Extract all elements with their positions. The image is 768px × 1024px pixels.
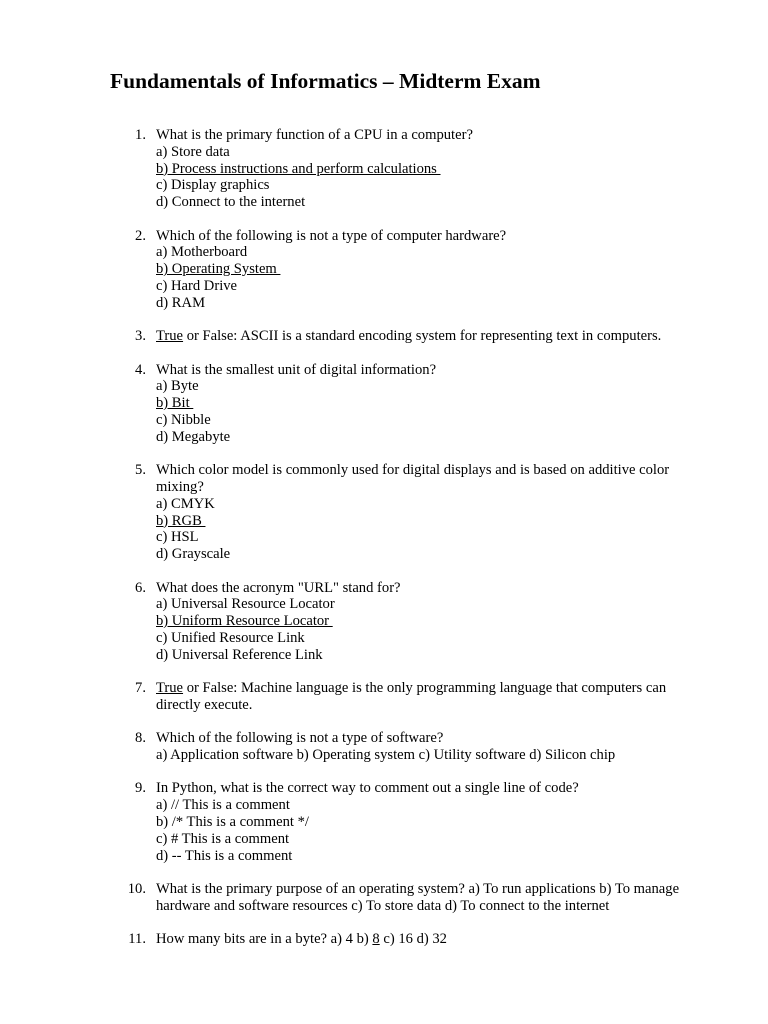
question-text: What is the primary purpose of an operating system? a) To run applications b) To manage hardware and software resources c) To store data d) To connect to the internet bbox=[156, 881, 680, 914]
option-b-answer bbox=[156, 395, 730, 412]
question-number: 11. bbox=[128, 931, 146, 948]
option-a: a) Motherboard bbox=[156, 244, 248, 261]
question-number: 10. bbox=[127, 881, 146, 898]
question-number: 1. bbox=[135, 127, 146, 143]
question-2 bbox=[110, 228, 730, 312]
inline-options: a) Application software b) Operating system c) Utility software d) Silicon chip bbox=[156, 747, 616, 764]
question-4 bbox=[110, 362, 730, 446]
option-a: a) Store data bbox=[156, 143, 230, 160]
option-a: a) Universal Resource Locator bbox=[156, 596, 335, 613]
question-number: 4. bbox=[135, 361, 146, 378]
exam-title: Fundamentals of Informatics – Midterm Exam bbox=[110, 69, 541, 93]
question-number: 5. bbox=[135, 462, 146, 479]
question-text-rest: or False: ASCII is a standard encoding system for representing text in computers. bbox=[183, 328, 662, 345]
underlined-answer: True bbox=[156, 680, 184, 697]
option-c: c) Unified Resource Link bbox=[156, 629, 305, 646]
question-text: What is the primary function of a CPU in a computer? bbox=[156, 127, 473, 143]
option-c: c) # This is a comment bbox=[156, 830, 290, 847]
option-d: d) Megabyte bbox=[156, 428, 231, 445]
question-3 bbox=[110, 328, 730, 345]
underlined-answer: b) Operating System bbox=[156, 261, 281, 278]
underlined-answer: b) Bit bbox=[156, 395, 194, 412]
question-text-rest: or False: Machine language is the only programming language that computers can directly execute. bbox=[156, 680, 670, 713]
option-d: d) RAM bbox=[156, 294, 206, 311]
option-a: a) // This is a comment bbox=[156, 797, 290, 814]
question-5 bbox=[110, 462, 730, 563]
question-text: What does the acronym "URL" stand for? bbox=[156, 579, 401, 596]
question-text: Which of the following is not a type of software? bbox=[156, 730, 444, 747]
question-list bbox=[110, 127, 730, 965]
underlined-answer: b) RGB bbox=[156, 512, 206, 529]
underlined-answer: b) Uniform Resource Locator bbox=[156, 613, 333, 630]
option-d: d) Grayscale bbox=[156, 546, 231, 563]
option-c: c) Hard Drive bbox=[156, 277, 238, 294]
question-text-after: c) 16 d) 32 bbox=[379, 931, 447, 948]
question-8 bbox=[110, 730, 730, 764]
question-number: 6. bbox=[135, 579, 146, 596]
question-number: 9. bbox=[135, 780, 146, 797]
question-number: 8. bbox=[135, 730, 146, 747]
underlined-answer: True bbox=[156, 328, 184, 345]
option-d: d) -- This is a comment bbox=[156, 847, 293, 864]
option-b: b) /* This is a comment */ bbox=[156, 814, 309, 831]
question-6 bbox=[110, 580, 730, 664]
question-number: 3. bbox=[135, 328, 146, 345]
option-d: d) Universal Reference Link bbox=[156, 646, 323, 663]
question-text-before: How many bits are in a byte? a) 4 b) bbox=[156, 931, 373, 948]
option-b-answer bbox=[156, 161, 730, 178]
option-b-answer bbox=[156, 613, 730, 630]
question-text: Which color model is commonly used for digital displays and is based on additive color mixing? bbox=[156, 462, 670, 495]
option-a: a) Byte bbox=[156, 378, 199, 395]
option-d: d) Connect to the internet bbox=[156, 194, 306, 211]
option-c: c) Display graphics bbox=[156, 177, 270, 194]
underlined-answer: b) Process instructions and perform calculations bbox=[156, 160, 441, 177]
question-text bbox=[156, 328, 730, 345]
question-9 bbox=[110, 780, 730, 864]
option-c: c) Nibble bbox=[156, 411, 211, 428]
option-a: a) CMYK bbox=[156, 495, 215, 512]
question-text: Which of the following is not a type of computer hardware? bbox=[156, 227, 507, 244]
question-text: What is the smallest unit of digital information? bbox=[156, 361, 437, 378]
question-11 bbox=[110, 931, 730, 948]
underlined-answer: 8 bbox=[372, 931, 380, 948]
question-1 bbox=[110, 127, 730, 211]
option-c: c) HSL bbox=[156, 529, 199, 546]
question-number: 7. bbox=[135, 680, 146, 697]
option-b-answer bbox=[156, 513, 730, 530]
question-text: In Python, what is the correct way to comment out a single line of code? bbox=[156, 780, 579, 797]
question-text bbox=[156, 931, 730, 948]
question-text bbox=[156, 680, 686, 714]
question-10 bbox=[110, 881, 730, 915]
question-number: 2. bbox=[135, 227, 146, 244]
question-7 bbox=[110, 680, 730, 714]
option-b-answer bbox=[156, 261, 730, 278]
